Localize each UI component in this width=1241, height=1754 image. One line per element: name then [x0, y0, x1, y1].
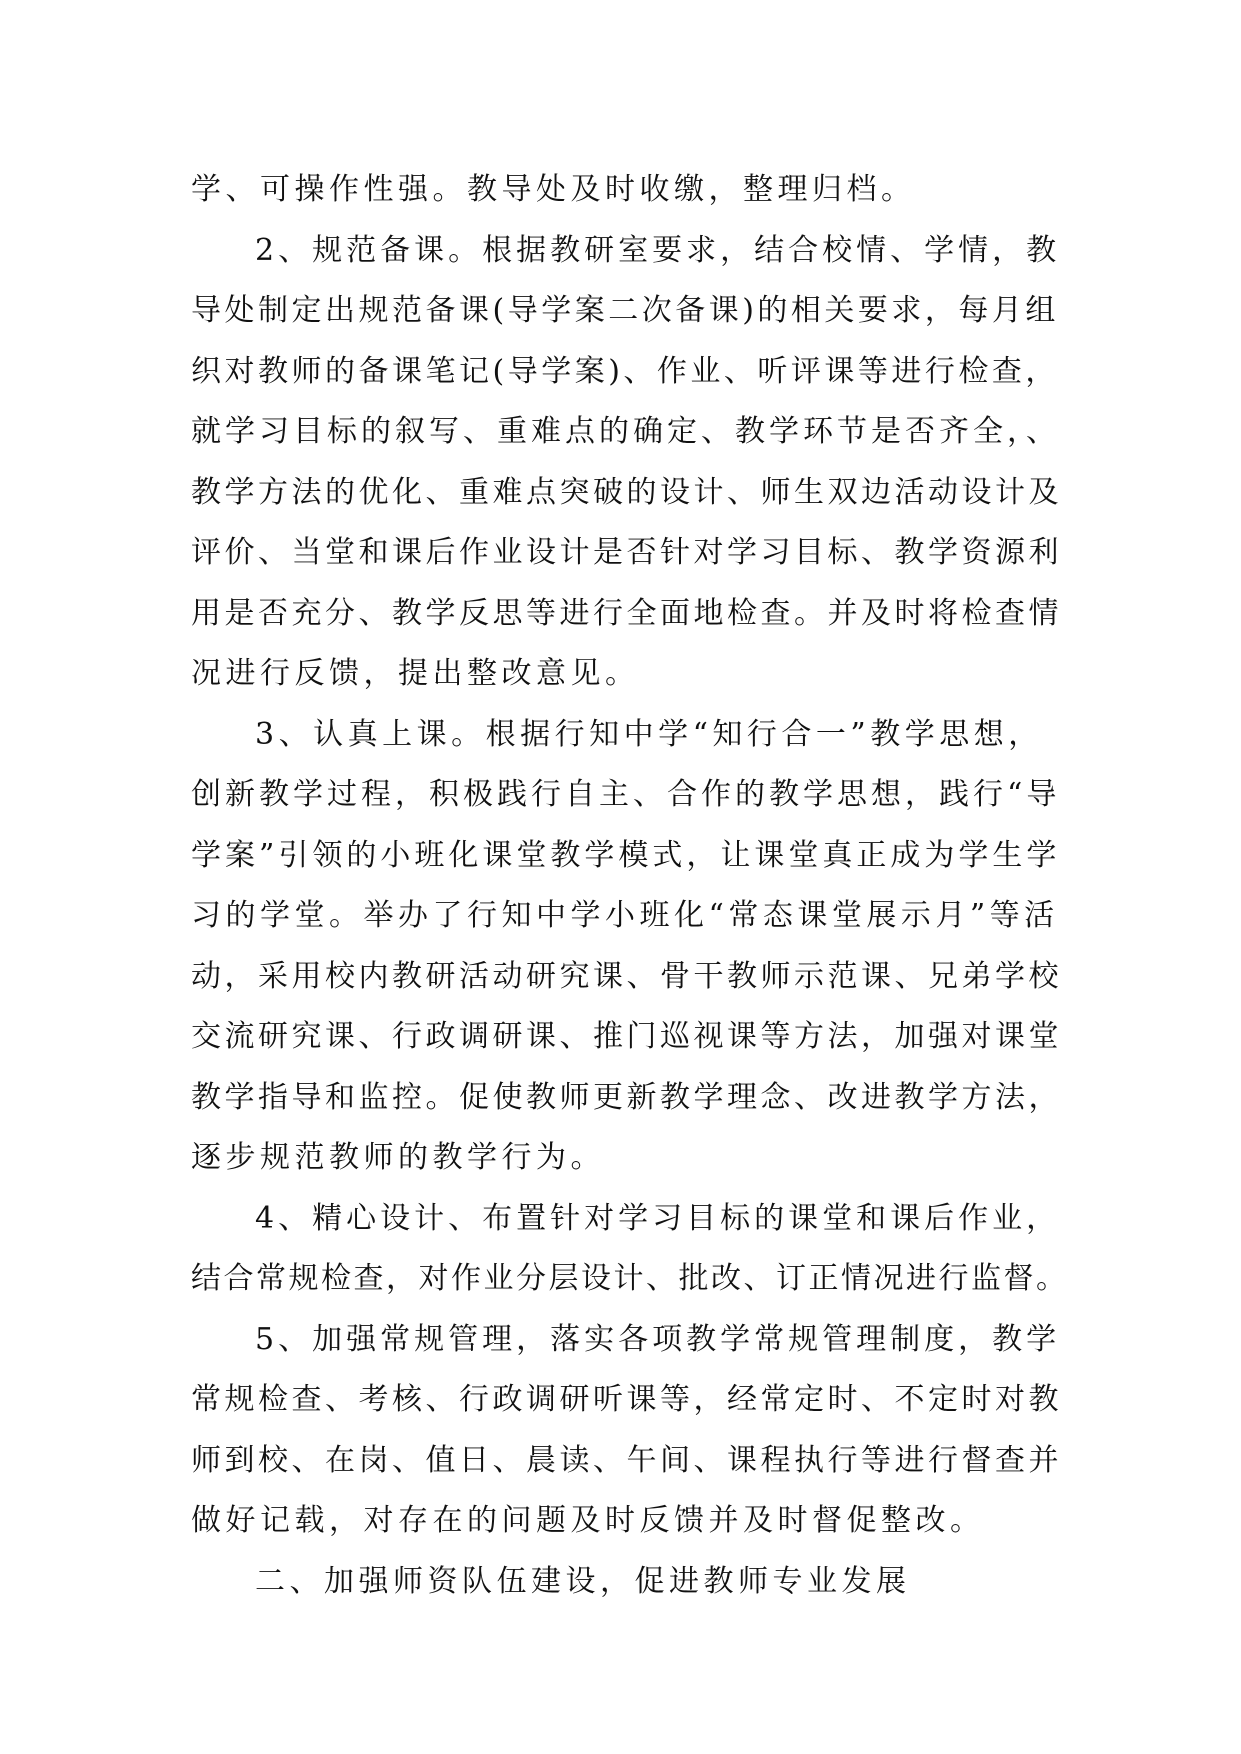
section-heading: 二、加强师资队伍建设，促进教师专业发展: [255, 1563, 911, 1599]
text-line: 3、认真上课。根据行知中学“知行合一”教学思想，: [255, 716, 1043, 752]
text-line: 教学指导和监控。促使教师更新教学理念、改进教学方法，: [191, 1079, 1062, 1115]
text-line: 2、规范备课。根据教研室要求，结合校情、学情，教: [255, 232, 1061, 268]
text-line: 5、加强常规管理，落实各项教学常规管理制度，教学: [255, 1321, 1061, 1357]
text-line: 教学方法的优化、重难点突破的设计、师生双边活动设计及: [191, 474, 1062, 510]
text-line: 交流研究课、行政调研课、推门巡视课等方法，加强对课堂: [191, 1019, 1062, 1054]
text-line: 做好记载，对存在的问题及时反馈并及时督促整改。: [191, 1503, 985, 1538]
text-line: 用是否充分、教学反思等进行全面地检查。并及时将检查情: [191, 595, 1062, 631]
text-line: 师到校、在岗、值日、晨读、午间、课程执行等进行督查并: [191, 1442, 1062, 1478]
text-line: 习的学堂。举办了行知中学小班化“常态课堂展示月”等活: [191, 898, 1059, 933]
text-line: 学案”引领的小班化课堂教学模式，让课堂真正成为学生学: [191, 837, 1061, 873]
text-line: 学、可操作性强。教导处及时收缴，整理归档。: [191, 172, 916, 207]
text-line: 创新教学过程，积极践行自主、合作的教学思想，践行“导: [191, 777, 1061, 812]
document-body: [191, 160, 1071, 1612]
text-line: 结合常规检查，对作业分层设计、批改、订正情况进行监督。: [191, 1261, 1069, 1296]
text-line: 常规检查、考核、行政调研听课等，经常定时、不定时对教: [191, 1382, 1062, 1417]
text-line: 4、精心设计、布置针对学习目标的课堂和课后作业，: [255, 1200, 1061, 1236]
text-line: 况进行反馈，提出整改意见。: [191, 656, 640, 691]
text-line: 就学习目标的叙写、重难点的确定、教学环节是否齐全，、: [191, 414, 1060, 449]
text-line: 逐步规范教师的教学行为。: [191, 1140, 605, 1175]
text-line: 导处制定出规范备课(导学案二次备课)的相关要求，每月组: [191, 293, 1059, 328]
text-line: 评价、当堂和课后作业设计是否针对学习目标、教学资源利: [191, 535, 1062, 570]
text-line: 动，采用校内教研活动研究课、骨干教师示范课、兄弟学校: [191, 958, 1062, 994]
text-line: 织对教师的备课笔记(导学案)、作业、听评课等进行检查，: [191, 353, 1059, 389]
